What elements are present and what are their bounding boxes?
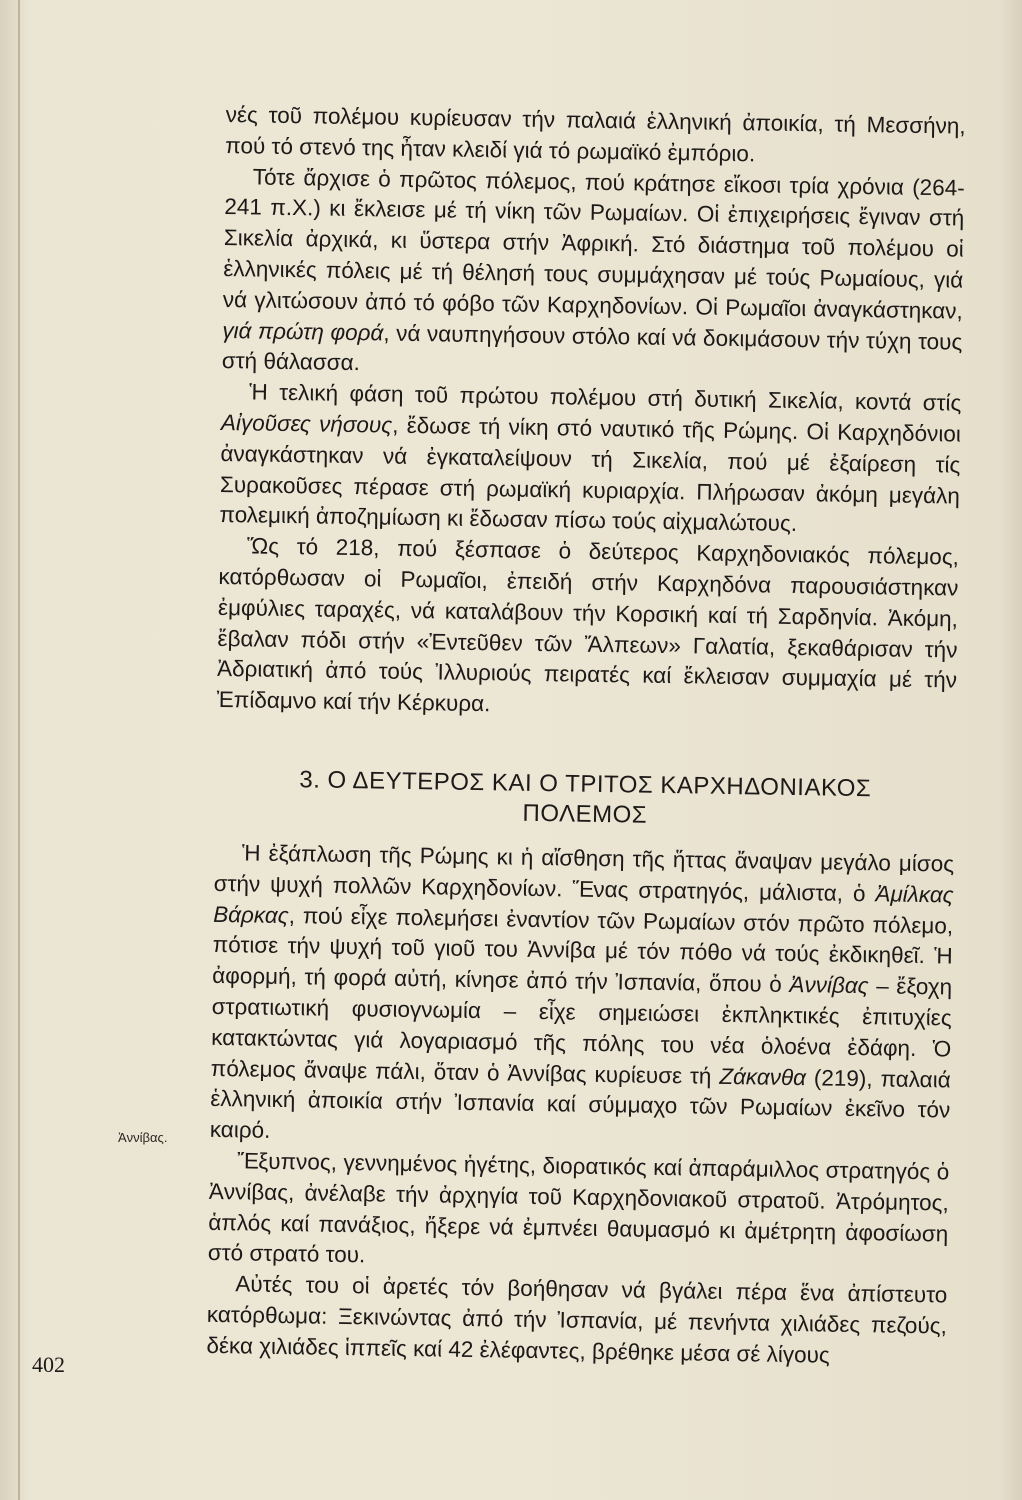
paragraph-2: Τότε ἄρχισε ὁ πρῶτος πόλεμος, πού κράτησε εἴκοσι τρία χρόνια (264-241 π.Χ.) κι ἔκλεισε μέ τή νίκη τῶν Ρωμαίων. Οἱ ἐπιχειρήσεις ἔγιναν στή Σικελία ἀρχικά, κι ὕστερα στήν Ἀφρική. Στό διάστημα τοῦ πολέμου οἱ ἑλληνικές πόλεις μέ τή θέλησή τους συμμάχησαν μέ τούς Ρωμαίους, γιά νά γλιτώσουν ἀπό τό φόβο τῶν Καρχηδονίων. Οἱ Ρωμαῖοι ἀναγκάστηκαν, γιά πρώτη φορά, νά ναυπηγήσουν στόλο καί νά δοκιμάσουν τήν τύχη τους στή θάλασσα. [221, 164, 965, 376]
paragraph-6: Ἔξυπνος, γεννημένος ἡγέτης, διορατικός καί ἀπαράμιλλος στρατηγός ὁ Ἀννίβας, ἀνέλαβε τήν ἀρχηγία τοῦ Καρχηδονιακοῦ στρατοῦ. Ἀτρόμητος, ἁπλός καί πανάξιος, ἤξερε νά ἐμπνέει θαυμασμό κι ἀμέτρητη ἀφοσίωση στό στρατό του. [207, 1148, 950, 1268]
section-heading: 3. Ο ΔΕΥΤΕΡΟΣ ΚΑΙ Ο ΤΡΙΤΟΣ ΚΑΡΧΗΔΟΝΙΑΚΟΣ ΠΟΛΕΜΟΣ [299, 766, 872, 829]
page-edge [18, 0, 20, 1500]
paragraph-3: Ἡ τελική φάση τοῦ πρώτου πολέμου στή δυτική Σικελία, κοντά στίς Αἰγοῦσες νήσους, ἔδωσε τή νίκη στό ναυτικό τῆς Ρώμης. Οἱ Καρχηδόνιοι ἀναγκάστηκαν νά ἐγκαταλείψουν τή Σικελία, πού μέ ἐξαίρεση τίς Συρακοῦσες πέρασε στή ρωμαϊκή κυριαρχία. Πλήρωσαν ἀκόμη μεγάλη πολεμική ἀποζημίωση κι ἔδωσαν πίσω τούς αἰχμαλώτους. [219, 379, 962, 537]
paragraph-5: Ἡ ἐξάπλωση τῆς Ρώμης κι ἡ αἴσθηση τῆς ἥττας ἄναψαν μεγάλο μίσος στήν ψυχή πολλῶν Καρχηδονίων. Ἕνας στρατηγός, μάλιστα, ὁ Ἀμίλκας Βάρκας, πού εἶχε πολεμήσει ἐναντίον τῶν Ρωμαίων στόν πρῶτο πόλεμο, πότισε τήν ψυχή τοῦ γιοῦ του Ἀννίβα μέ τόν πόθο νά τούς ἐκδικηθεῖ. Ἡ ἀφορμή, τή φορά αὐτή, κίνησε ἀπό τήν Ἰσπανία, ὅπου ὁ Ἀννίβας – ἔξοχη στρατιωτική φυσιογνωμία – εἶχε σημειώσει ἐκπληκτικές ἐπιτυχίες κατακτώντας γιά λογαριασμό τῆς πόλης του νέα ὁλοένα ἐδάφη. Ὁ πόλεμος ἄναψε πάλι, ὅταν ὁ Ἀννίβας κυρίευσε τή Ζάκανθα (219), παλαιά ἑλληνική ἀποικία στήν Ἰσπανία καί σύμμαχο τῶν Ρωμαίων ἐκεῖνο τόν καιρό. [209, 840, 955, 1143]
paragraph-7: Αὐτές του οἱ ἀρετές τόν βοήθησαν νά βγάλει πέρα ἕνα ἀπίστευτο κατόρθωμα: Ξεκινώντας ἀπό τήν Ἰσπανία, μέ πενήντα χιλιάδες πεζούς, δέκα χιλιάδες ἱππεῖς καί 42 ἐλέφαντες, βρέθηκε μέσα σέ λίγους [206, 1271, 948, 1368]
margin-note: Ἀννίβας. [118, 1130, 168, 1145]
paragraph-1: νές τοῦ πολέμου κυρίευσαν τήν παλαιά ἑλληνική ἀποικία, τή Μεσσήνη, πού τό στενό της ἦταν κλειδί γιά τό ρωμαϊκό ἐμπόριο. [225, 101, 966, 167]
paragraph-4: Ὥς τό 218, πού ξέσπασε ὁ δεύτερος Καρχηδονιακός πόλεμος, κατόρθωσαν οἱ Ρωμαῖοι, ἐπειδή στήν Καρχηδόνα παρουσιάστηκαν ἐμφύλιες ταραχές, νά καταλάβουν τήν Κορσική καί τή Σαρδηνία. Ἀκόμη, ἔβαλαν πόδι στήν «Ἐντεῦθεν τῶν Ἄλπεων» Γαλατία, ξεκαθάρισαν τήν Ἀδριατική ἀπό τούς Ἰλλυριούς πειρατές καί ἔκλεισαν συμμαχία μέ τήν Ἐπίδαμνο καί τήν Κέρκυρα. [216, 533, 960, 717]
page-number: 402 [32, 1352, 65, 1377]
text-column [206, 100, 966, 1373]
